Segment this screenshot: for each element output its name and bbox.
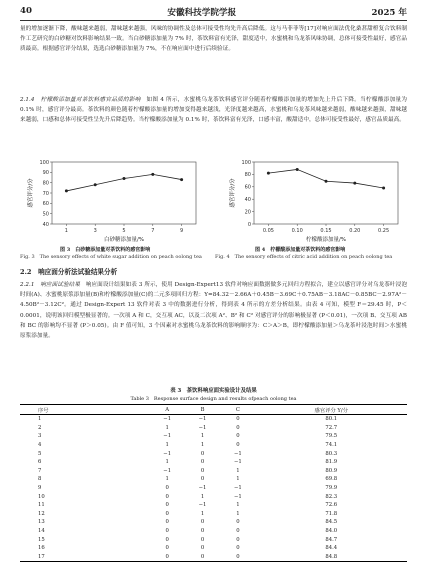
figure-3-caption-cn: 图 3 白砂糖添加量对茶饮料的感官影响 <box>60 247 151 253</box>
table-row <box>20 475 407 484</box>
table-cell: 9 <box>38 485 42 492</box>
table-cell: 79.9 <box>325 485 338 492</box>
table-cell: 1 <box>165 476 169 483</box>
table-cell: 82.3 <box>325 493 338 500</box>
table-3-caption-cn: 表 3 茶饮料响应面实验设计及结果 <box>170 388 257 394</box>
running-header <box>20 6 407 20</box>
table-row <box>20 484 407 493</box>
table-header-cell: 感官评分 Y/分 <box>256 405 407 415</box>
table-cell: 0 <box>165 519 169 526</box>
y-tick-label: 50 <box>42 211 49 218</box>
table-cell: 72.7 <box>325 424 338 431</box>
table-cell: 0 <box>236 528 240 535</box>
x-tick-label: 7 <box>151 228 155 234</box>
data-point <box>325 180 328 183</box>
y-axis-label: 感官评分/分 <box>230 178 236 208</box>
table-cell: 0 <box>236 442 240 449</box>
table-cell: 0 <box>236 519 240 526</box>
y-tick-label: 20 <box>244 209 251 216</box>
table-cell: 0 <box>200 459 205 466</box>
subsection-title-2-2-1: 2.2.1 响应面试验结果 <box>20 282 81 288</box>
y-tick-label: 0 <box>247 221 251 228</box>
table-cell: 79.5 <box>325 433 338 440</box>
table-cell: 80.9 <box>325 467 338 474</box>
table-cell: 0 <box>236 536 240 543</box>
header-rule <box>20 20 407 21</box>
table-cell: 0 <box>200 545 205 552</box>
table-cell: 11 <box>38 502 45 509</box>
x-tick-label: 3 <box>93 228 97 234</box>
table-3-response-surface <box>20 404 407 562</box>
figure-3-sugar-chart <box>24 158 204 243</box>
y-axis-label: 感官评分/分 <box>28 178 34 208</box>
table-3-caption-en: Table 3 Response surface design and results ofpeach oolong tea <box>130 396 297 402</box>
y-tick-label: 40 <box>244 197 251 203</box>
table-cell: −1 <box>233 493 242 500</box>
page-number: 40 <box>20 6 32 16</box>
table-cell: 1 <box>165 459 169 466</box>
table-cell: 1 <box>200 510 205 517</box>
table-cell: 0 <box>200 528 205 535</box>
table-cell: 69.8 <box>325 476 338 483</box>
table-cell: −1 <box>233 485 242 492</box>
table-row <box>20 527 407 536</box>
table-cell: 16 <box>38 545 45 552</box>
data-point <box>267 172 270 175</box>
table-cell: 0 <box>165 536 169 543</box>
data-point <box>123 177 126 180</box>
x-tick-label: 0.15 <box>320 228 332 234</box>
journal-title: 安徽科技学院学报 <box>167 8 237 18</box>
table-cell: 84.7 <box>325 536 338 543</box>
table-cell: 13 <box>38 519 45 526</box>
table-cell: −1 <box>198 485 207 492</box>
table-row <box>20 553 407 562</box>
x-tick-label: 0.20 <box>349 228 361 234</box>
y-tick-label: 100 <box>39 159 49 166</box>
table-cell: 5 <box>38 450 42 457</box>
y-tick-label: 70 <box>42 190 49 197</box>
table-cell: 0 <box>200 467 205 474</box>
table-cell: 0 <box>236 416 240 423</box>
table-row <box>20 432 407 441</box>
table-cell: 1 <box>236 467 240 474</box>
figure-4-caption-cn: 图 4 柠檬酸添加量对茶饮料的感官影响 <box>255 247 346 253</box>
paragraph-response-surface <box>20 280 407 341</box>
x-tick-label: 0.05 <box>262 228 274 234</box>
table-cell: 1 <box>165 424 169 431</box>
table-cell: 84.0 <box>325 528 338 535</box>
data-point <box>151 173 154 176</box>
table-cell: 2 <box>38 424 42 431</box>
table-cell: −1 <box>163 450 172 457</box>
y-tick-label: 60 <box>42 201 49 208</box>
table-cell: 1 <box>236 476 240 483</box>
table-cell: −1 <box>198 424 207 431</box>
table-cell: 0 <box>200 536 205 543</box>
table-row <box>20 441 407 450</box>
y-tick-label: 100 <box>241 159 251 166</box>
table-cell: 0 <box>200 450 205 457</box>
table-header-cell: C <box>220 405 255 415</box>
data-point <box>296 168 299 171</box>
table-cell: 0 <box>236 424 240 431</box>
table-cell: 0 <box>200 476 205 483</box>
table-cell: 1 <box>236 510 240 517</box>
y-tick-label: 40 <box>42 221 49 228</box>
table-header-row <box>20 405 407 415</box>
data-point <box>353 182 356 185</box>
table-cell: −1 <box>233 459 242 466</box>
figure-4-caption-en: Fig. 4 The sensory effects of citric acid addition on peach oolong tea <box>215 254 393 260</box>
table-cell: 17 <box>20 553 149 562</box>
table-cell: 1 <box>200 493 205 500</box>
table-cell: 81.9 <box>325 459 338 466</box>
table-cell: −1 <box>233 450 242 457</box>
data-point <box>382 187 385 190</box>
table-cell: 80.1 <box>325 416 338 423</box>
x-tick-label: 0.10 <box>291 228 303 234</box>
table-cell: 0 <box>185 553 220 562</box>
subsection-title-2-1-4: 2.1.4 柠檬酸添加量对茶饮料感官品质的影响 <box>20 97 141 103</box>
table-header-cell: 序号 <box>20 405 149 415</box>
series-line <box>66 174 181 191</box>
plot-frame <box>254 162 398 224</box>
table-cell: −1 <box>163 416 172 423</box>
y-tick-label: 80 <box>42 180 49 187</box>
x-tick-label: 0.25 <box>378 228 390 234</box>
table-cell: 12 <box>38 510 45 517</box>
table-row <box>20 544 407 553</box>
paragraph-citric-acid <box>20 95 407 126</box>
section-2-2-heading: 2.2 响应面分析法试验结果分析 <box>20 268 118 276</box>
table-cell: 7 <box>38 467 42 474</box>
table-cell: −1 <box>163 467 172 474</box>
table-row <box>20 501 407 510</box>
table-cell: 0 <box>165 493 169 500</box>
y-tick-label: 80 <box>244 172 251 179</box>
table-cell: 0 <box>149 553 184 562</box>
y-tick-label: 60 <box>244 184 251 191</box>
table-cell: 0 <box>220 553 255 562</box>
table-cell: 0 <box>165 528 169 535</box>
table-cell: −1 <box>198 502 207 509</box>
table-cell: −1 <box>163 433 172 440</box>
table-cell: 72.6 <box>325 502 338 509</box>
series-line <box>268 169 383 188</box>
table-cell: 3 <box>38 433 42 440</box>
table-cell: 14 <box>38 528 45 535</box>
table-cell: 1 <box>38 416 42 423</box>
table-cell: 10 <box>38 493 45 500</box>
y-tick-label: 90 <box>42 170 49 177</box>
table-cell: 0 <box>165 502 169 509</box>
table-cell: 8 <box>38 476 42 483</box>
table-cell: 0 <box>200 519 205 526</box>
x-tick-label: 9 <box>180 228 184 234</box>
issue-year: 2025 年 <box>371 8 407 18</box>
table-row <box>20 449 407 458</box>
x-tick-label: 1 <box>64 228 68 234</box>
table-cell: 0 <box>165 545 169 552</box>
table-cell: 0 <box>165 510 169 517</box>
figure-3-caption <box>20 247 210 261</box>
table-cell: 1 <box>165 442 169 449</box>
table-cell: 80.3 <box>325 450 338 457</box>
data-point <box>65 189 68 192</box>
table-cell: 0 <box>236 433 240 440</box>
table-cell: 1 <box>236 502 240 509</box>
x-tick-label: 5 <box>122 228 126 234</box>
table-cell: 4 <box>38 442 42 449</box>
figure-4-citric-acid-chart <box>226 158 406 243</box>
table-row <box>20 510 407 519</box>
table-cell: 0 <box>165 485 169 492</box>
table-header-cell: A <box>149 405 184 415</box>
paragraph-sugar-discussion: 量的增加逐渐下降，酸味越来越弱，甜味越来越强，风味的协调性及总体可接受性均先升高后降低。这与马菲菲等[17]对响应面法优化桑葚甜橙复合饮料制作工艺研究的白砂糖对饮料影响结果一致。当白砂糖添加量为 7% 时，茶饮料富有光泽，甜度适中，水蜜桃和乌龙茶风味协调，总体可接受性最好，感官品质最高。根据感官评分结果，选选白砂糖添加量为 7%，不在响应面中进行后续验证。 <box>20 26 407 53</box>
table-cell: 84.4 <box>325 545 338 552</box>
table-cell: 0 <box>236 545 240 552</box>
table-cell: 74.1 <box>325 442 338 449</box>
table-row <box>20 492 407 501</box>
table-cell: 84.8 <box>256 553 407 562</box>
table-row <box>20 415 407 424</box>
table-row <box>20 535 407 544</box>
table-cell: 1 <box>200 442 205 449</box>
table-cell: 1 <box>200 433 205 440</box>
table-row <box>20 458 407 467</box>
paragraph-citric-acid-body: 如图 4 所示，水蜜桃乌龙茶饮料感官评分随着柠檬酸添加量的增加先上升后下降。当柠檬酸添加量为 0.1% 时，感官评分最高。茶饮料的颜色随着柠檬酸添加量的增加变得越来越浅，光泽度越来越高，水蜜桃和乌龙茶风味越来越弱，酸味越来越强，甜味越来越弱，口感和总体可接受性呈先升后降趋势。当柠檬酸添加量为 0.1% 时，茶饮料富有光泽，口感丰富，酸甜适中，总体可接受性最好，感官品质最高。 <box>20 97 407 124</box>
table-cell: 71.8 <box>325 510 338 517</box>
data-point <box>180 178 183 181</box>
table-row <box>20 518 407 527</box>
paragraph-response-surface-body: 响应面设计结果如表 3 所示，使用 Design-Expert13 软件对响应面数据做多元回归方程拟合，建立以感官评分对乌龙茶叶浸泡时间(A)、水蜜桃原浆添加量(B)和柠檬酸添加量(C)的二元多项回归方程：Y=84.32－2.66A＋0.45B－3.69C＋0.75AB－3.18AC－0.85BC－2.97A²－4.50B²－3.12C²。通过 Design-Expert 13 软件对表 3 中的数据进行分析，得到表 4 所示的方差分析结果。由表 4 可知，模型 F＝29.45 时，P＜0.0001，说明该回归模型极显著的。一次项 A 和 C，交互项 AC，以及二次项 A²、B² 和 C² 对感官评分的影响极显著 (P＜0.01)，一次项 B、交互项 AB 和 BC 的影响均不显著 (P＞0.05)。由 F 值可知，3 个因素对水蜜桃乌龙茶饮料的影响顺序为：C＞A＞B，即柠檬酸添加量＞乌龙茶叶浸泡时间＞水蜜桃原浆添加量。 <box>20 282 408 340</box>
table-row <box>20 467 407 476</box>
table-header-cell: B <box>185 405 220 415</box>
table-cell: −1 <box>198 416 207 423</box>
table-cell: 6 <box>38 459 42 466</box>
figure-4-caption <box>215 247 415 261</box>
x-axis-label: 柠檬酸添加量/% <box>305 237 347 243</box>
x-axis-label: 白砂糖添加量/% <box>103 237 145 243</box>
table-cell: 15 <box>38 536 45 543</box>
table-row <box>20 424 407 433</box>
data-point <box>94 183 97 186</box>
figure-3-caption-en: Fig. 3 The sensory effects of white sugar addition on peach oolong tea <box>20 254 202 260</box>
plot-frame <box>52 162 196 224</box>
table-cell: 84.5 <box>325 519 338 526</box>
